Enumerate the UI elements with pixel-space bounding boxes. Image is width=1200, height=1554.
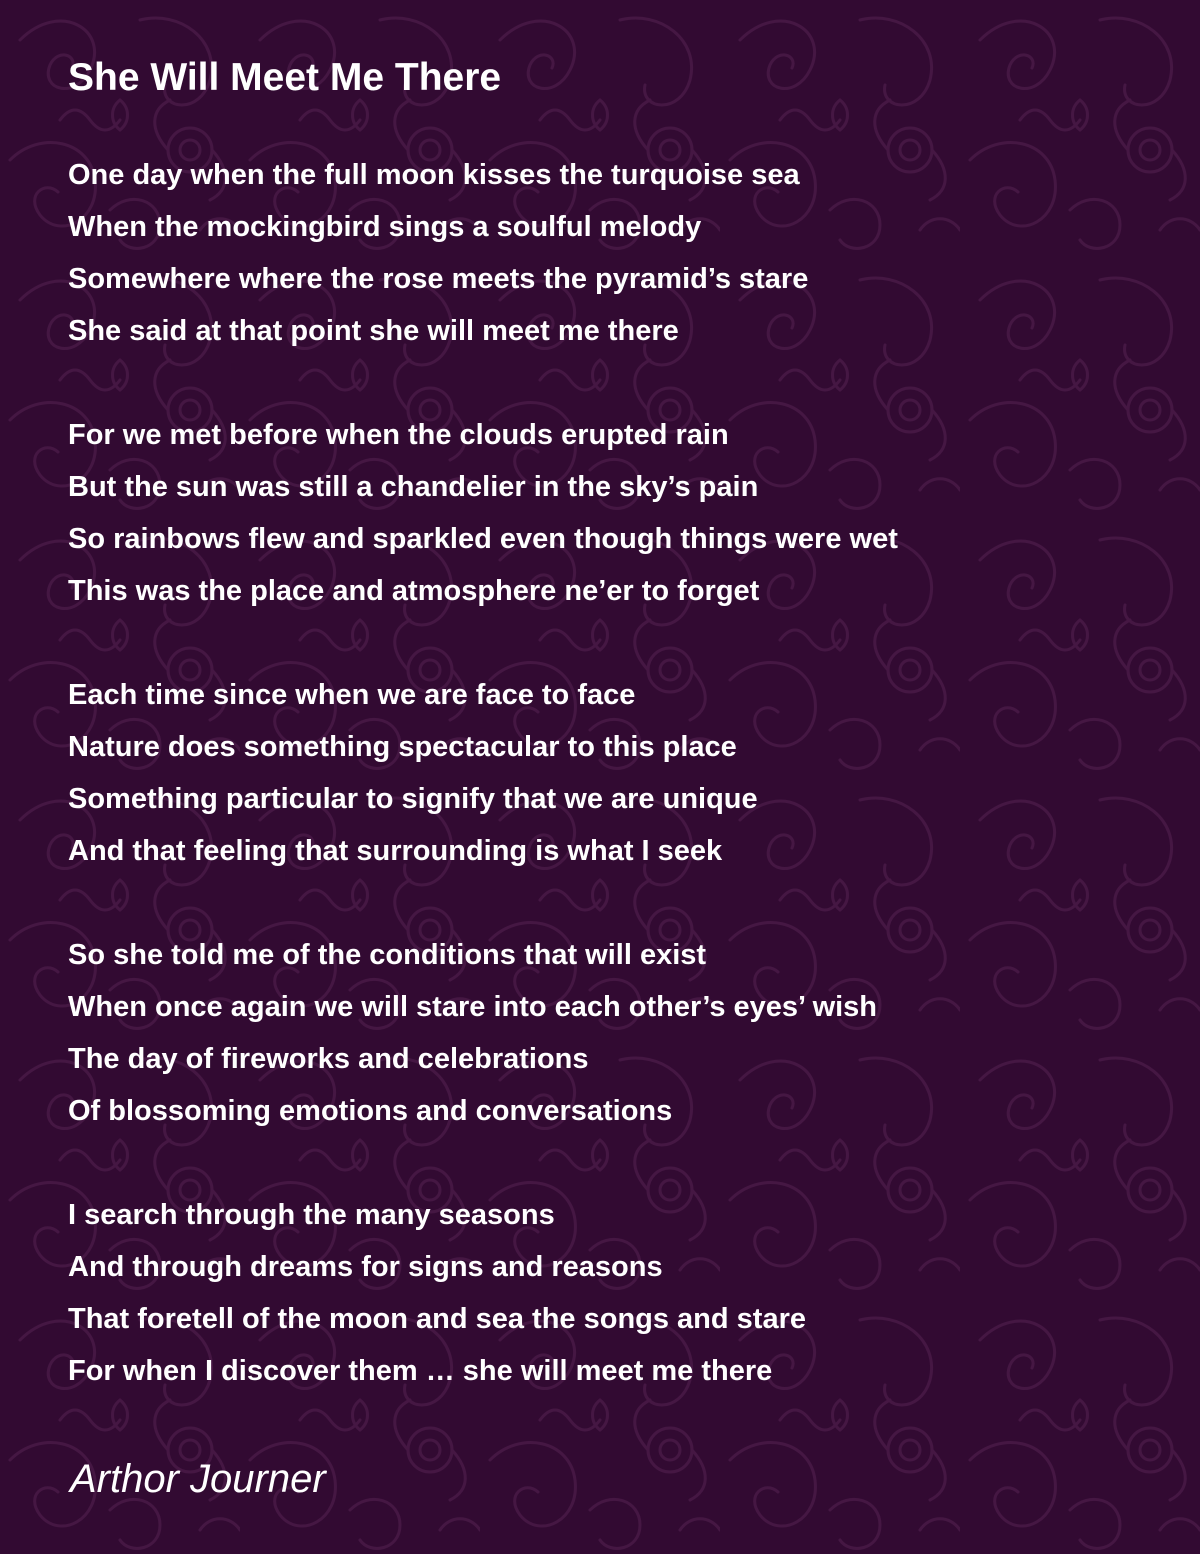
poem-line: So rainbows flew and sparkled even though things were wet [68, 523, 898, 555]
poem-line: That foretell of the moon and sea the songs and stare [68, 1303, 806, 1335]
poem-line: This was the place and atmosphere ne’er to forget [68, 575, 760, 607]
stanza [68, 935, 1168, 1143]
poem-line: Of blossoming emotions and conversations [68, 1095, 673, 1127]
stanza [68, 155, 1168, 363]
poem-line: One day when the full moon kisses the turquoise sea [68, 159, 800, 191]
poem-line: Something particular to signify that we are unique [68, 783, 758, 815]
poem-line: For we met before when the clouds erupted rain [68, 419, 729, 451]
poem-line: And through dreams for signs and reasons [68, 1251, 663, 1283]
stanza [68, 415, 1168, 623]
poem-line: She said at that point she will meet me there [68, 315, 679, 347]
poem-line: So she told me of the conditions that will exist [68, 939, 707, 971]
poem-body [68, 155, 1168, 1455]
poem-title: She Will Meet Me There [68, 56, 502, 99]
stanza [68, 675, 1168, 883]
poem-line: When once again we will stare into each other’s eyes’ wish [68, 991, 878, 1023]
poem-line: Nature does something spectacular to this place [68, 731, 737, 763]
poem-line: Somewhere where the rose meets the pyramid’s stare [68, 263, 809, 295]
stanza [68, 1195, 1168, 1403]
poem-line: For when I discover them … she will meet me there [68, 1355, 773, 1387]
poem-line: And that feeling that surrounding is what I seek [68, 835, 723, 867]
poem-line: When the mockingbird sings a soulful melody [68, 211, 702, 243]
poem-line: The day of fireworks and celebrations [68, 1043, 589, 1075]
poem-line: But the sun was still a chandelier in the sky’s pain [68, 471, 759, 503]
poem-line: Each time since when we are face to face [68, 679, 636, 711]
poem-author: Arthor Journer [70, 1457, 326, 1501]
poem-line: I search through the many seasons [68, 1199, 555, 1231]
